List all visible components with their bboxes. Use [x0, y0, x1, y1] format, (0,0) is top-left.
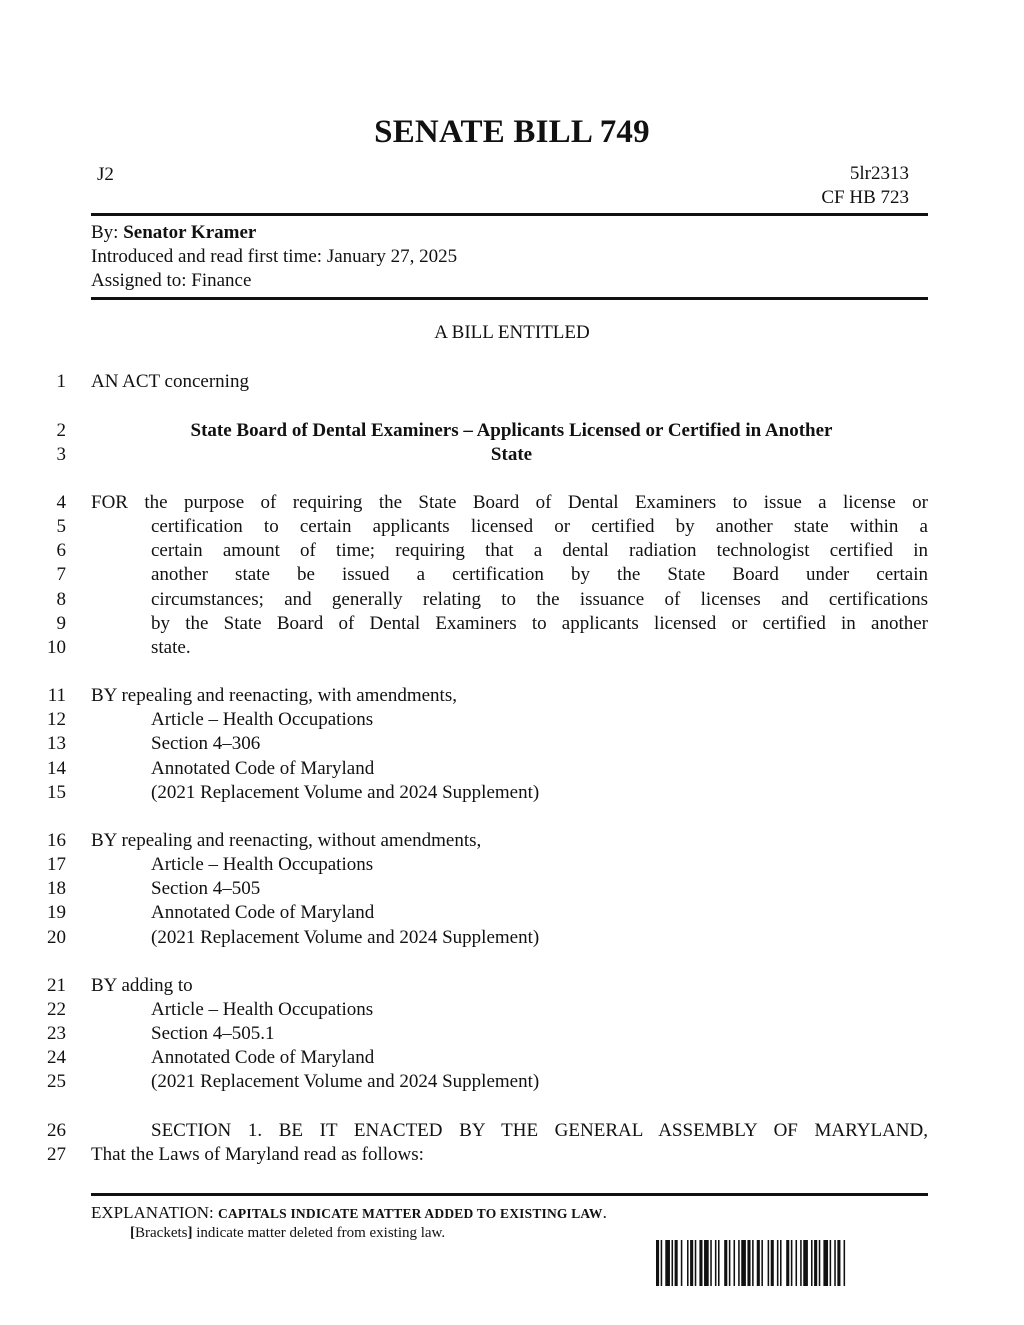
by-clause-item: (2021 Replacement Volume and 2024 Supplement) — [151, 1071, 540, 1092]
by-clause-item: Annotated Code of Maryland — [151, 1047, 375, 1068]
barcode-bar — [777, 1240, 779, 1286]
barcode-bar — [837, 1240, 840, 1286]
bracket-word: Brackets — [135, 1225, 188, 1241]
line-number: 18 — [47, 878, 66, 899]
by-clause-item: (2021 Replacement Volume and 2024 Supplement) — [151, 782, 540, 803]
line-number: 10 — [47, 637, 66, 658]
line-number: 6 — [56, 540, 66, 561]
line-number: 11 — [47, 685, 66, 706]
sponsor-block — [91, 221, 457, 293]
bill-subject: State Board of Dental Examiners – Applicants Licensed or Certified in Another — [190, 420, 833, 441]
enacting-clause: That the Laws of Maryland read as follows: — [91, 1144, 424, 1165]
bill-code: J2 — [97, 164, 114, 185]
barcode-bar — [834, 1240, 836, 1286]
barcode-bar — [814, 1240, 817, 1286]
barcode-bar — [803, 1240, 808, 1286]
purpose-line: state. — [151, 637, 191, 658]
by-clause-item: Annotated Code of Maryland — [151, 758, 375, 779]
barcode-bar — [665, 1240, 670, 1286]
by-clause-item: Annotated Code of Maryland — [151, 902, 375, 923]
line-number: 24 — [47, 1047, 66, 1068]
line-number: 4 — [56, 492, 66, 513]
purpose-line: certain amount of time; requiring that a dental radiation technologist certified in — [151, 540, 928, 561]
barcode-bar — [681, 1240, 683, 1286]
line-number: 21 — [47, 975, 66, 996]
enacting-clause: SECTION 1. BE IT ENACTED BY THE GENERAL ASSEMBLY OF MARYLAND, — [151, 1120, 928, 1141]
barcode-bar — [780, 1240, 782, 1286]
bill-subject: State — [490, 444, 533, 465]
by-clause-item: Article – Health Occupations — [151, 854, 374, 875]
barcode-bar — [675, 1240, 678, 1286]
by-clause-item: Article – Health Occupations — [151, 709, 374, 730]
barcode-icon — [656, 1240, 906, 1286]
barcode-bar — [699, 1240, 702, 1286]
barcode-bar — [819, 1240, 821, 1286]
line-number: 5 — [56, 516, 66, 537]
barcode-bar — [811, 1240, 813, 1286]
line-number: 7 — [56, 564, 66, 585]
barcode-bar — [823, 1240, 828, 1286]
barcode-bar — [786, 1240, 789, 1286]
barcode-bar — [768, 1240, 770, 1286]
by-clause-item: Article – Health Occupations — [151, 999, 374, 1020]
barcode-bar — [830, 1240, 832, 1286]
line-number: 12 — [47, 709, 66, 730]
barcode-bar — [710, 1240, 712, 1286]
introduced-line: Introduced and read first time: January 27, 2025 — [91, 246, 458, 267]
by-clause-item: Section 4–505.1 — [151, 1023, 275, 1044]
by-clause: BY repealing and reenacting, without amendments, — [91, 830, 482, 851]
line-number: 20 — [47, 927, 66, 948]
barcode-bar — [695, 1240, 697, 1286]
barcode-bar — [734, 1240, 736, 1286]
barcode-bar — [796, 1240, 798, 1286]
barcode-bar — [771, 1240, 774, 1286]
line-number: 19 — [47, 902, 66, 923]
assigned-line: Assigned to: Finance — [91, 270, 252, 291]
bill-entitled-heading: A BILL ENTITLED — [434, 322, 590, 343]
sponsor-name: Senator Kramer — [123, 222, 257, 243]
line-number: 15 — [47, 782, 66, 803]
sponsor-divider — [91, 297, 928, 300]
purpose-line: by the State Board of Dental Examiners to applicants licensed or certified in another — [151, 613, 928, 634]
line-number: 14 — [47, 758, 66, 779]
explanation-note — [91, 1203, 607, 1223]
barcode-bar — [715, 1240, 717, 1286]
explanation-label: EXPLANATION: — [91, 1203, 214, 1222]
line-number: 16 — [47, 830, 66, 851]
barcode-bar — [747, 1240, 750, 1286]
explanation-capitals: CAPITALS INDICATE MATTER ADDED TO EXISTING LAW — [218, 1206, 603, 1221]
line-number: 9 — [56, 613, 66, 634]
barcode-bar — [757, 1240, 760, 1286]
barcode-bar — [738, 1240, 740, 1286]
bracket-open: [ — [130, 1225, 135, 1241]
by-clause: BY repealing and reenacting, with amendments, — [91, 685, 457, 706]
barcode-bar — [741, 1240, 746, 1286]
line-number: 17 — [47, 854, 66, 875]
line-number: 27 — [47, 1144, 66, 1165]
barcode-bar — [752, 1240, 754, 1286]
purpose-line: circumstances; and generally relating to the issuance of licenses and certifications — [151, 589, 928, 610]
line-number: 22 — [47, 999, 66, 1020]
line-number: 25 — [47, 1071, 66, 1092]
cross-file: CF HB 723 — [821, 187, 909, 208]
line-number: 1 — [56, 371, 66, 392]
barcode-bar — [718, 1240, 720, 1286]
barcode-bar — [844, 1240, 846, 1286]
barcode-bar — [704, 1240, 709, 1286]
line-number: 23 — [47, 1023, 66, 1044]
purpose-line: another state be issued a certification by the State Board under certain — [151, 564, 928, 585]
bill-reference — [821, 162, 909, 210]
barcode-bar — [791, 1240, 793, 1286]
by-label: By: — [91, 222, 119, 243]
barcode-bar — [661, 1240, 663, 1286]
purpose-line: certification to certain applicants licensed or certified by another state within a — [151, 516, 928, 537]
line-number: 2 — [56, 420, 66, 441]
barcode-bar — [690, 1240, 693, 1286]
barcode-bar — [656, 1240, 659, 1286]
barcode-bar — [724, 1240, 727, 1286]
line-number: 3 — [56, 444, 66, 465]
purpose-line: FOR the purpose of requiring the State Board of Dental Examiners to issue a license or — [91, 492, 928, 513]
barcode-bar — [800, 1240, 802, 1286]
bill-line: AN ACT concerning — [91, 371, 249, 392]
barcode-bar — [687, 1240, 689, 1286]
by-clause-item: (2021 Replacement Volume and 2024 Supplement) — [151, 927, 540, 948]
barcode-bar — [729, 1240, 731, 1286]
brackets-note — [130, 1225, 445, 1242]
barcode-bar — [672, 1240, 674, 1286]
by-clause: BY adding to — [91, 975, 193, 996]
barcode-bar — [761, 1240, 763, 1286]
explanation-period: . — [602, 1203, 607, 1222]
footer-divider — [91, 1193, 928, 1196]
bill-title: SENATE BILL 749 — [374, 114, 650, 150]
line-number: 26 — [47, 1120, 66, 1141]
by-clause-item: Section 4–306 — [151, 733, 261, 754]
bracket-rest: indicate matter deleted from existing law. — [192, 1225, 446, 1241]
header-divider — [91, 213, 928, 216]
by-clause-item: Section 4–505 — [151, 878, 261, 899]
bracket-close: ] — [187, 1225, 193, 1241]
line-number: 13 — [47, 733, 66, 754]
line-number: 8 — [56, 589, 66, 610]
lr-number: 5lr2313 — [849, 163, 909, 184]
